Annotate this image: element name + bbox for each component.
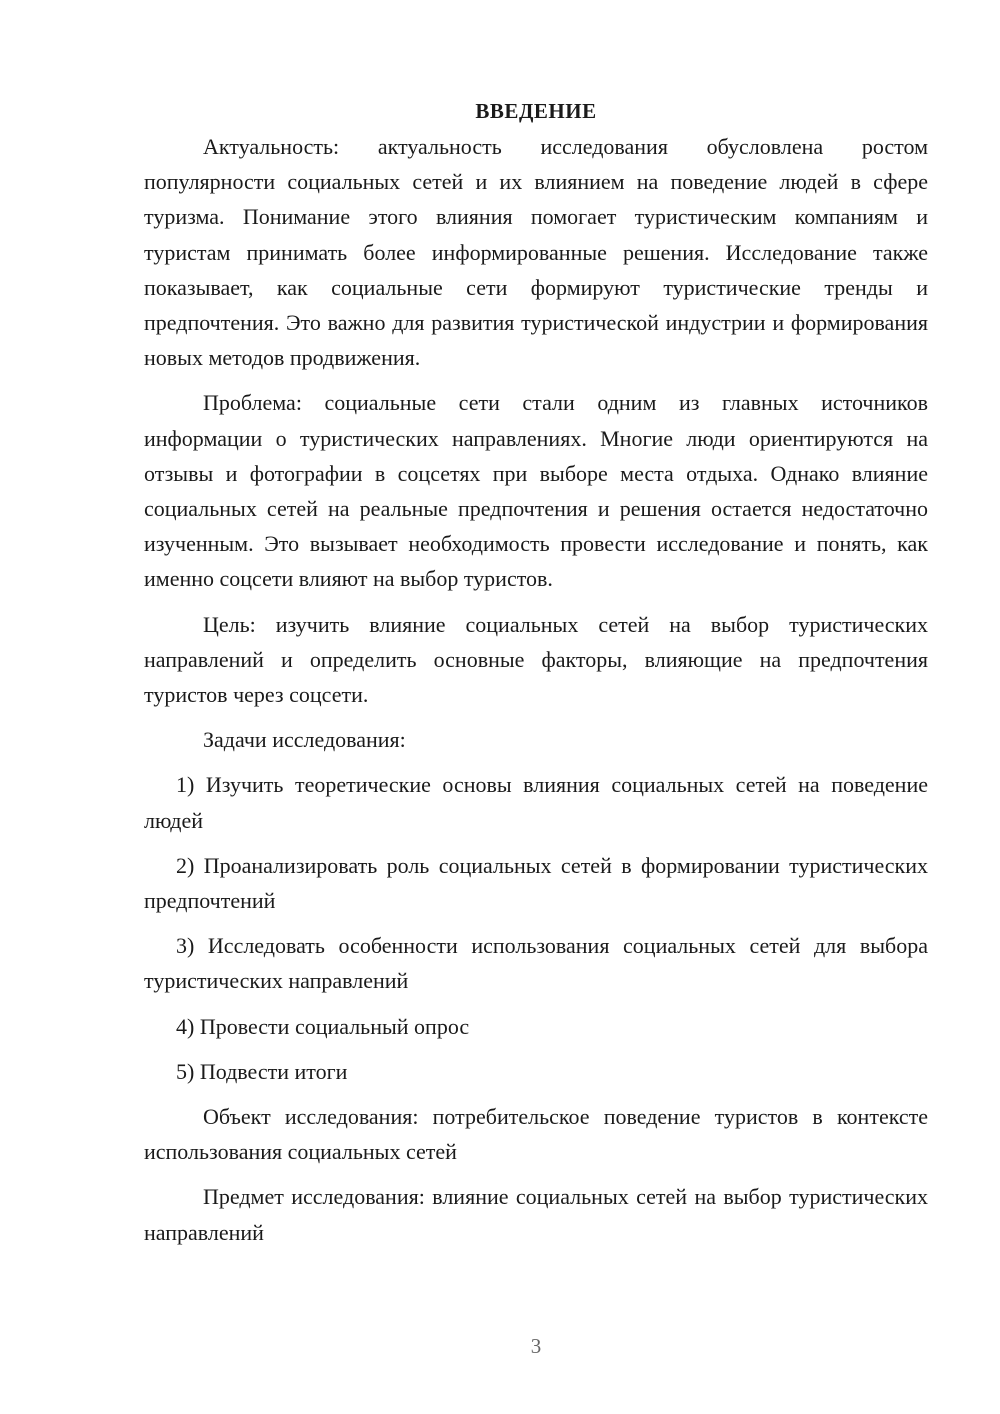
page-content [144,96,928,1250]
task-item: 1) Изучить теоретические основы влияния социальных сетей на поведение людей [144,772,928,833]
object-paragraph: Объект исследования: потребительское поведение туристов в контексте использования социальных сетей [144,1104,928,1165]
task-item: 4) Провести социальный опрос [176,1013,470,1039]
task-item: 3) Исследовать особенности использования социальных сетей для выбора туристических направлений [144,933,928,994]
page-number: 3 [530,1334,542,1358]
subject-paragraph: Предмет исследования: влияние социальных сетей на выбор туристических направлений [144,1184,928,1245]
task-item: 2) Проанализировать роль социальных сетей в формировании туристических предпочтений [144,852,928,914]
problem-paragraph: Проблема: социальные сети стали одним из главных источников информации о туристических направлениях. Многие люди ориентируются на отзывы и фотографии в соцсетях при выборе места отдыха. Однако влияние социальных сетей на реальные предпочтения и решения остается недостаточно изученным. Это вызывает необходимость провести исследование и понять, как именно соцсети влияют на выбор туристов. [144,390,928,592]
tasks-heading: Задачи исследования: [203,727,406,753]
task-item: 5) Подвести итоги [176,1058,348,1084]
goal-paragraph: Цель: изучить влияние социальных сетей на выбор туристических направлений и определить основные факторы, влияющие на предпочтения туристов через соцсети. [144,611,928,708]
page-title: ВВЕДЕНИЕ [475,99,597,123]
relevance-paragraph: Актуальность: актуальность исследования обусловлена ростом популярности социальных сетей и их влиянием на поведение людей в сфере туризма. Понимание этого влияния помогает туристическим компаниям и туристам принимать более информированные решения. Исследование также показывает, как социальные сети формируют туристические тренды и предпочтения. Это важно для развития туристической индустрии и формирования новых методов продвижения. [144,134,928,371]
